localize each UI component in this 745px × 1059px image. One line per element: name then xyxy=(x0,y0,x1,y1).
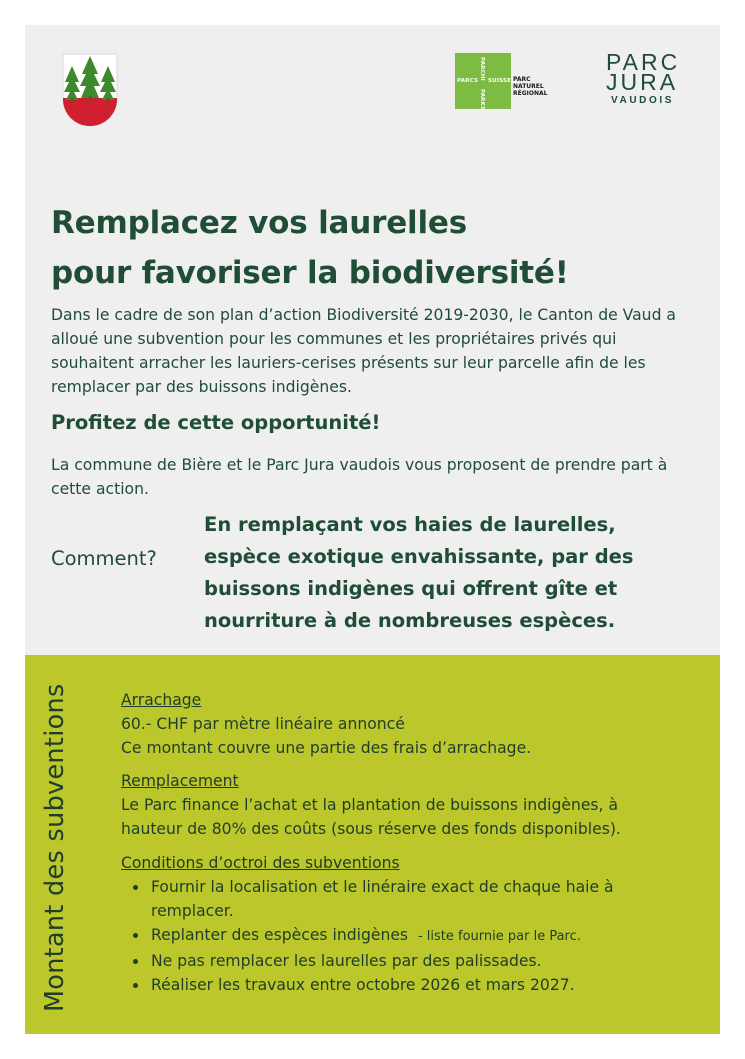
conditions-heading: Conditions d’octroi des subventions xyxy=(121,854,400,872)
pns-label-parchi: PARCHI xyxy=(479,57,485,81)
condition-2: Replanter des espèces indigènes xyxy=(151,926,409,944)
parcs-suisses-mark xyxy=(455,53,516,111)
arrachage-line-1: 60.- CHF par mètre linéaire annoncé xyxy=(121,715,405,733)
parcs-suisses-logo xyxy=(455,53,559,109)
condition-3: Ne pas remplacer les laurelles par des palissades. xyxy=(151,952,542,970)
condition-2-note: - liste fournie par le Parc. xyxy=(417,929,581,944)
title-line-1: Remplacez vos laurelles xyxy=(51,205,467,241)
commune-paragraph: La commune de Bière et le Parc Jura vaudois vous proposent de prendre part à cette action. xyxy=(51,456,668,498)
comment-text: En remplaçant vos haies de laurelles, espèce exotique envahissante, par des buissons indigènes qui offrent gîte et nourriture à de nombreuses espèces. xyxy=(204,513,634,632)
remplacement-text: Le Parc finance l’achat et la plantation de buissons indigènes, à hauteur de 80% des coûts (sous réserve des fonds disponibles). xyxy=(121,796,621,838)
condition-4: Réaliser les travaux entre octobre 2026 et mars 2027. xyxy=(151,976,575,994)
list-item xyxy=(121,973,681,997)
arrachage-heading: Arrachage xyxy=(121,691,202,709)
pns-label-suisses: SUISSES xyxy=(488,78,516,84)
pjv-parc: PARC xyxy=(606,49,681,75)
pjv-vaudois: VAUDOIS xyxy=(611,95,675,106)
arrachage-section xyxy=(121,688,681,760)
remplacement-heading: Remplacement xyxy=(121,772,239,790)
comment-label: Comment? xyxy=(51,547,157,570)
arrachage-line-2: Ce montant couvre une partie des frais d’arrachage. xyxy=(121,739,532,757)
parc-jura-vaudois-logo xyxy=(606,49,690,106)
pns-label-parcs: PARCS xyxy=(457,78,479,84)
commune-crest-logo xyxy=(60,52,120,128)
remplacement-section xyxy=(121,769,681,841)
pns-caption: PARC NATUREL RÉGIONAL xyxy=(513,76,548,97)
condition-1: Fournir la localisation et le linéraire exact de chaque haie à remplacer. xyxy=(151,878,614,920)
list-item xyxy=(121,875,681,923)
pjv-jura: JURA xyxy=(606,69,679,95)
list-item xyxy=(121,949,681,973)
subsidies-vertical-title: Montant des subventions xyxy=(40,683,70,1012)
list-item xyxy=(121,923,681,949)
page-title xyxy=(51,198,569,298)
title-line-2: pour favoriser la biodiversité! xyxy=(51,255,569,291)
conditions-list xyxy=(121,875,681,997)
opportunity-heading: Profitez de cette opportunité! xyxy=(51,411,381,434)
pns-label-parks: PARKS xyxy=(479,89,485,111)
intro-paragraph: Dans le cadre de son plan d’action Biodiversité 2019-2030, le Canton de Vaud a alloué une subvention pour les communes et les propriétaires privés qui souhaitent arracher les lauriers-cerises présents sur leur parcelle afin de les remplacer par des buissons indigènes. xyxy=(51,306,676,396)
conditions-section xyxy=(121,851,681,997)
